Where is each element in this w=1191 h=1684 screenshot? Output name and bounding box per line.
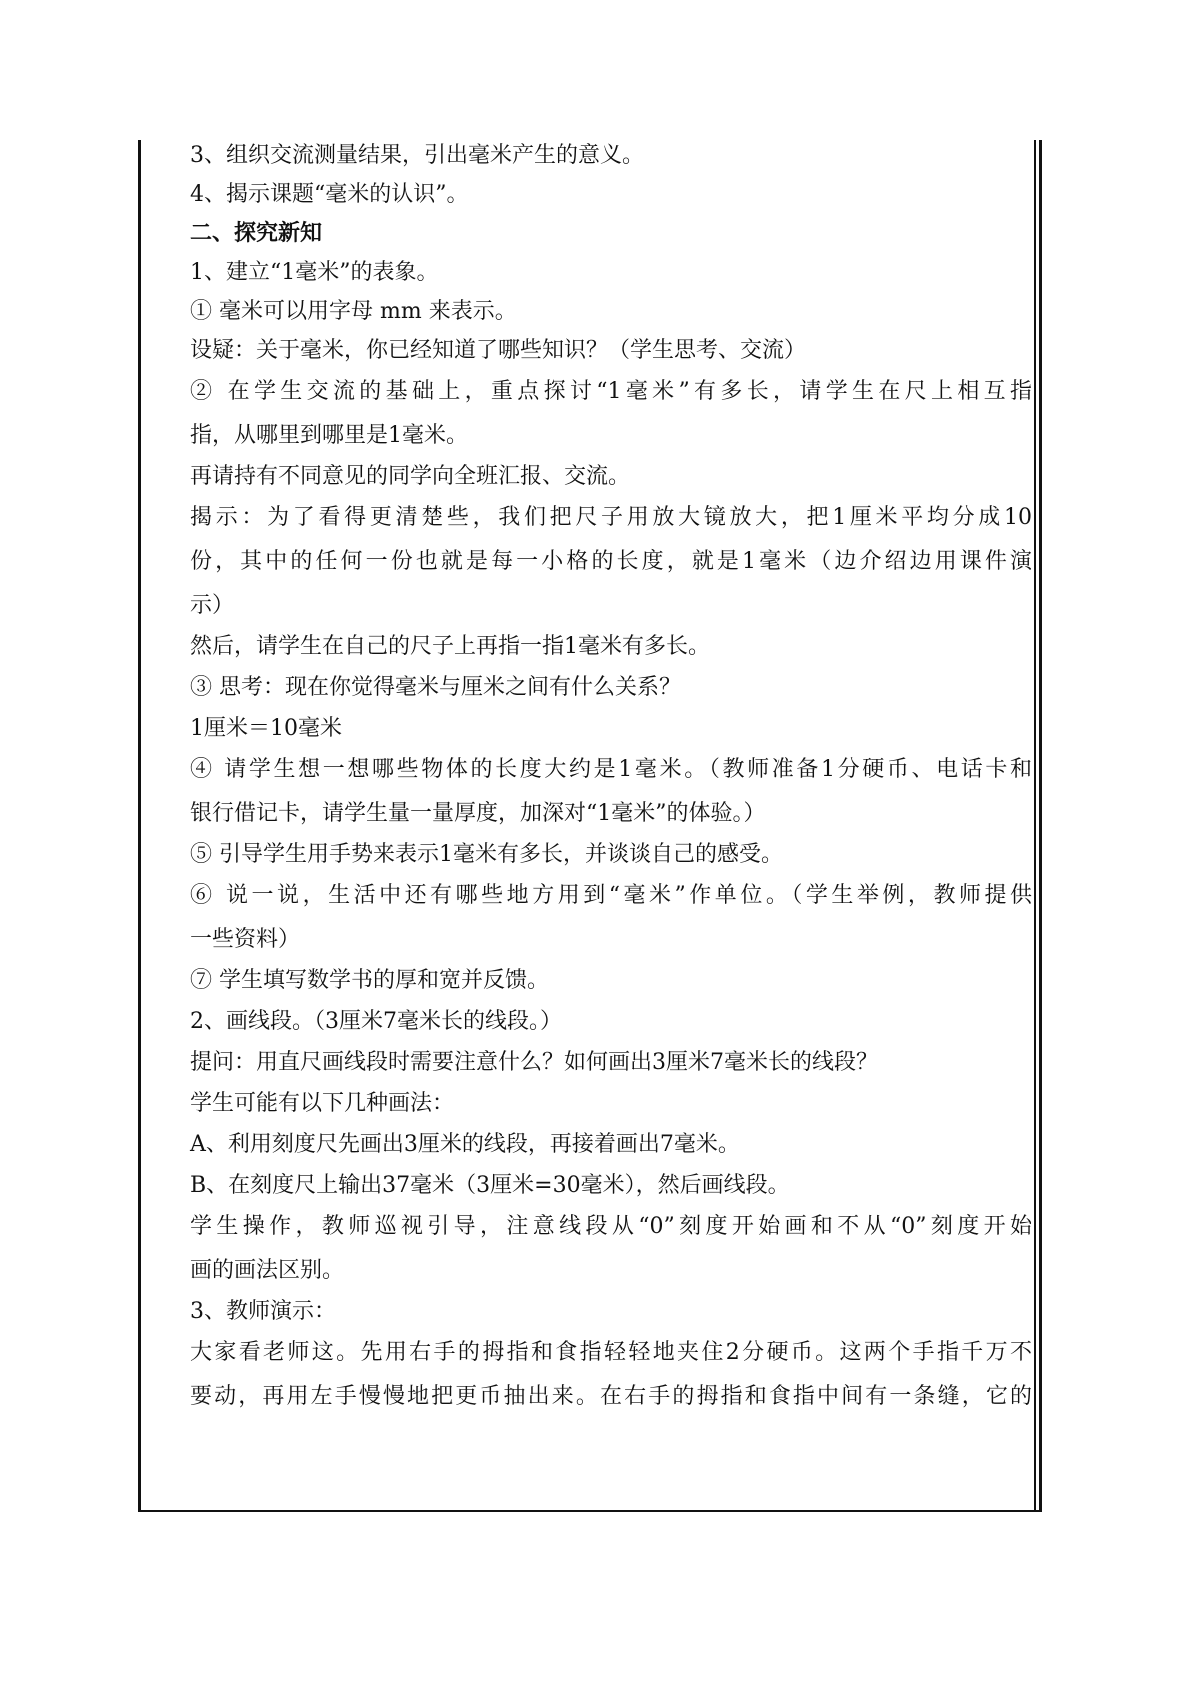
text-line: 提问：用直尺画线段时需要注意什么？如何画出3厘米7毫米长的线段？	[190, 1050, 878, 1075]
text-line: 3、教师演示：	[190, 1299, 336, 1324]
text-line: 银行借记卡，请学生量一量厚度，加深对“1毫米”的体验。）	[190, 801, 766, 826]
text-line: 再请持有不同意见的同学向全班汇报、交流。	[190, 464, 631, 489]
text-line: ⑥ 说一说，生活中还有哪些地方用到“毫米”作单位。（学生举例，教师提供	[190, 883, 1032, 908]
table-border-bottom	[138, 1510, 1042, 1512]
text-line: A、利用刻度尺先画出3厘米的线段，再接着画出7毫米。	[190, 1132, 740, 1157]
table-border-left	[138, 140, 141, 1512]
text-line: ⑤ 引导学生用手势来表示1毫米有多长，并谈谈自己的感受。	[190, 842, 783, 867]
text-line: 3、组织交流测量结果，引出毫米产生的意义。	[190, 143, 644, 168]
text-line: 份，其中的任何一份也就是每一小格的长度，就是1毫米（边介绍边用课件演	[190, 549, 1032, 574]
text-line: ④ 请学生想一想哪些物体的长度大约是1毫米。（教师准备1分硬币、电话卡和	[190, 757, 1032, 782]
text-line: 画的画法区别。	[190, 1258, 345, 1283]
text-line: 揭示：为了看得更清楚些，我们把尺子用放大镜放大，把1厘米平均分成10	[190, 505, 1032, 530]
text-line: ③ 思考：现在你觉得毫米与厘米之间有什么关系？	[190, 675, 681, 700]
text-line: 然后，请学生在自己的尺子上再指一指1毫米有多长。	[190, 634, 710, 659]
table-cell-frame	[138, 140, 1042, 1512]
text-line: 要动，再用左手慢慢地把更币抽出来。在右手的拇指和食指中间有一条缝，它的	[190, 1384, 1032, 1409]
text-line: ⑦ 学生填写数学书的厚和宽并反馈。	[190, 968, 549, 993]
section-heading: 二、探究新知	[190, 221, 323, 246]
table-border-right-inner	[1034, 140, 1036, 1512]
text-line: 1厘米＝10毫米	[190, 716, 342, 741]
text-line: 一些资料）	[190, 927, 301, 952]
text-line: ① 毫米可以用字母 mm 来表示。	[190, 299, 517, 324]
text-line: 设疑：关于毫米，你已经知道了哪些知识？（学生思考、交流）	[190, 338, 807, 363]
text-line: 学生操作，教师巡视引导，注意线段从“0”刻度开始画和不从“0”刻度开始	[190, 1214, 1032, 1239]
text-line: 学生可能有以下几种画法：	[190, 1091, 455, 1116]
text-line: B、在刻度尺上输出37毫米（3厘米=30毫米），然后画线段。	[190, 1173, 790, 1198]
text-line: 大家看老师这。先用右手的拇指和食指轻轻地夹住2分硬币。这两个手指千万不	[190, 1340, 1032, 1365]
text-line: 2、画线段。（3厘米7毫米长的线段。）	[190, 1009, 562, 1034]
text-line: 指，从哪里到哪里是1毫米。	[190, 423, 468, 448]
text-line: ② 在学生交流的基础上，重点探讨“1毫米”有多长，请学生在尺上相互指	[190, 379, 1032, 404]
text-line: 1、建立“1毫米”的表象。	[190, 260, 439, 285]
text-line: 示）	[190, 593, 235, 618]
table-border-right-outer	[1039, 140, 1042, 1512]
text-line: 4、揭示课题“毫米的认识”。	[190, 182, 469, 207]
